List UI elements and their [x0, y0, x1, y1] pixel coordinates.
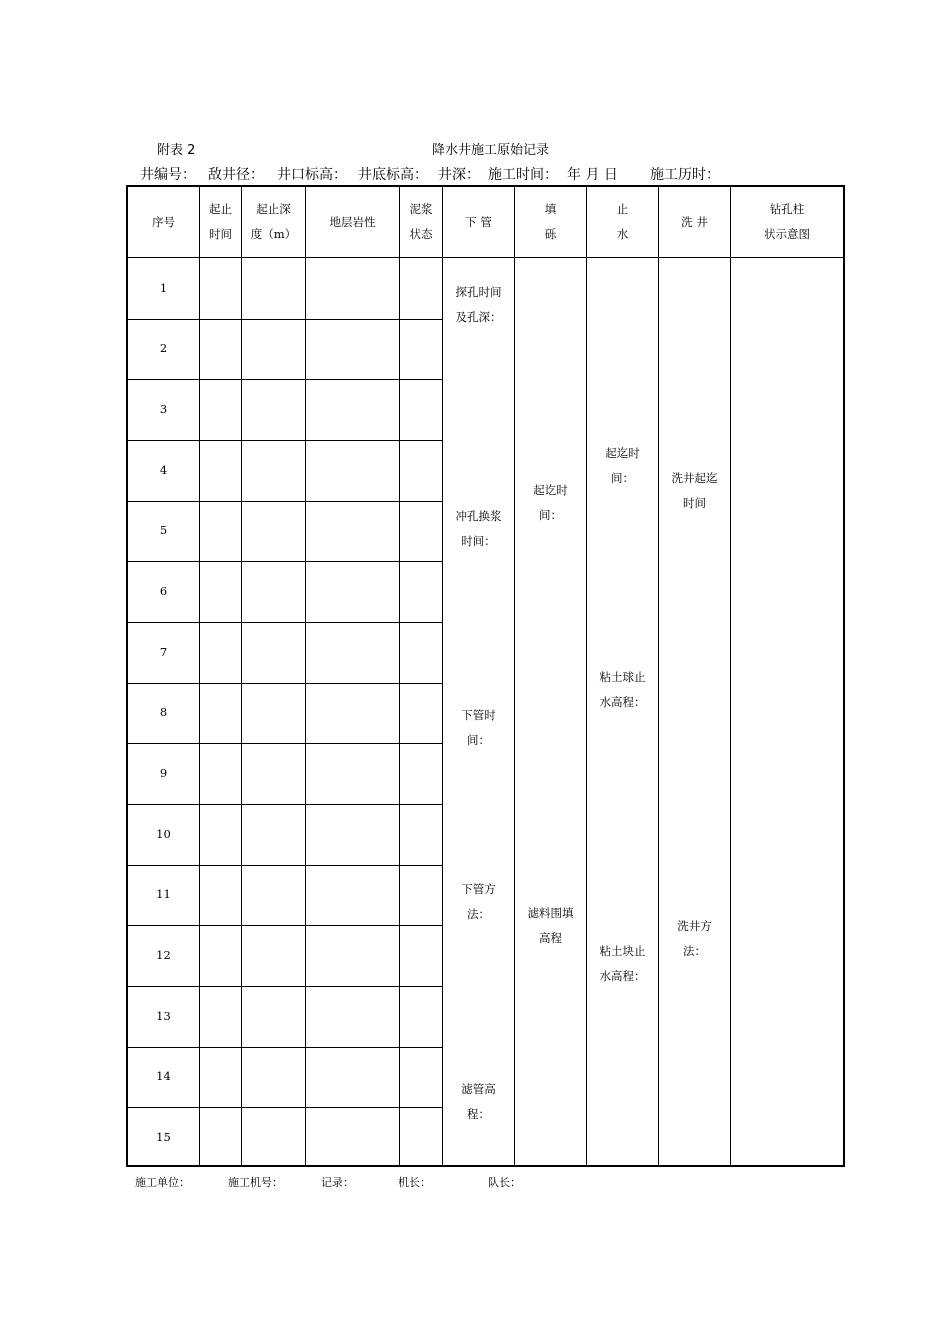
gravel-time-note: 起讫时 间：: [533, 483, 568, 522]
date-units: 年 月 日: [567, 167, 618, 183]
header-depth: 起止深 度（m）: [250, 202, 297, 241]
row-number: 8: [159, 705, 168, 720]
row-number: 15: [156, 1130, 171, 1145]
row-number: 6: [159, 584, 168, 599]
col-divider: [730, 187, 731, 1165]
col-divider: [399, 187, 400, 1165]
pipe-flush-note: 冲孔换浆 时间：: [455, 509, 502, 548]
header-stratum: 地层岩性: [329, 214, 376, 229]
row-number: 7: [159, 644, 168, 659]
header-divider: [128, 257, 843, 258]
bottom-elevation-label: 井底标高：: [358, 167, 428, 183]
mouth-elevation-label: 井口标高：: [277, 167, 347, 183]
row-number: 13: [156, 1008, 171, 1023]
col-divider: [305, 187, 306, 1165]
diameter-label: 敌井径：: [208, 167, 264, 183]
depth-label: 井深：: [438, 167, 480, 183]
row-number: 9: [159, 766, 168, 781]
row-number: 14: [156, 1069, 171, 1084]
col-divider: [658, 187, 659, 1165]
row-number: 5: [159, 523, 168, 538]
header-pipe: 下 管: [465, 214, 492, 229]
col-divider: [514, 187, 515, 1165]
record-table: [126, 185, 845, 1167]
header-seal: 止 水: [616, 202, 629, 241]
pipe-probe-note: 探孔时间 及孔深：: [455, 285, 502, 324]
row-number: 1: [159, 280, 168, 295]
footer-machine: 施工机号：: [228, 1176, 283, 1189]
footer-captain: 机长：: [398, 1176, 431, 1189]
row-number: 10: [156, 826, 171, 841]
duration-label: 施工历时：: [650, 167, 720, 183]
col-divider: [241, 187, 242, 1165]
well-no-label: 井编号：: [140, 167, 196, 183]
gravel-height-note: 滤料围填 高程: [527, 906, 574, 945]
seal-clay-ball-note: 粘土球止 水高程：: [599, 670, 646, 709]
footer-leader: 队长：: [488, 1176, 521, 1189]
col-divider: [199, 187, 200, 1165]
row-number: 4: [159, 462, 168, 477]
header-wash: 洗 井: [681, 214, 708, 229]
header-gravel: 填 砾: [544, 202, 557, 241]
wash-time-note: 洗井起迄 时间: [671, 471, 718, 510]
row-number: 11: [156, 887, 171, 902]
header-start-end-time: 起止 时间: [209, 202, 232, 241]
header-seq: 序号: [152, 214, 175, 229]
row-number: 2: [159, 341, 168, 356]
page-title: 降水井施工原始记录: [432, 143, 550, 158]
header-mud: 泥浆 状态: [409, 202, 433, 241]
footer-unit: 施工单位：: [135, 1176, 190, 1189]
seal-time-note: 起迄时 间：: [605, 446, 640, 485]
seal-clay-block-note: 粘土块止 水高程：: [599, 944, 646, 983]
wash-method-note: 洗井方 法：: [677, 919, 712, 958]
header-diagram: 钻孔柱 状示意图: [764, 202, 810, 241]
construction-time-label: 施工时间：: [488, 167, 558, 183]
row-number: 12: [156, 948, 171, 963]
pipe-install-time-note: 下管时 间：: [461, 708, 496, 747]
appendix-label: 附表 2: [157, 143, 196, 158]
row-number: 3: [159, 402, 168, 417]
pipe-filter-note: 滤管高 程：: [461, 1082, 496, 1121]
footer-recorder: 记录：: [321, 1176, 354, 1189]
pipe-install-method-note: 下管方 法：: [461, 882, 496, 921]
